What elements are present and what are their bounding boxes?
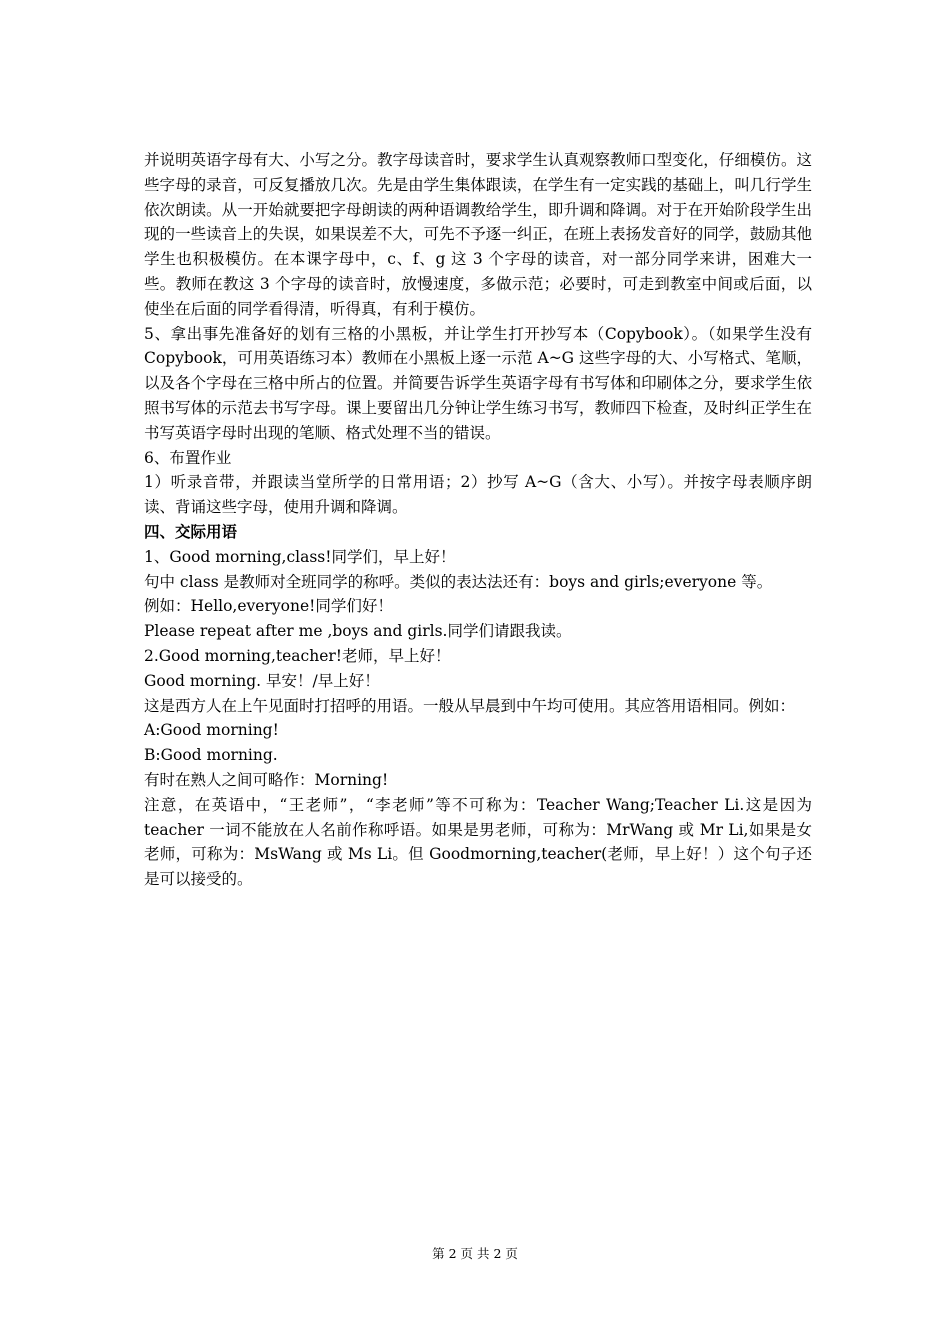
- page-number: 第 2 页 共 2 页: [432, 1246, 518, 1261]
- paragraph-dialog-a: A:Good morning!: [144, 721, 279, 740]
- paragraph-homework: 1）听录音带，并跟读当堂所学的日常用语；2）抄写 A~G（含大、小写）。并按字母表顺序朗读、背诵这些字母，使用升调和降调。: [144, 473, 812, 517]
- page-footer: [0, 1246, 950, 1262]
- paragraph-example: 例如：Hello,everyone!同学们好！: [144, 597, 393, 616]
- document-body: [144, 148, 812, 892]
- paragraph-dialog-b: B:Good morning.: [144, 746, 278, 765]
- paragraph-usage-note: 这是西方人在上午见面时打招呼的用语。一般从早晨到中午均可使用。其应答用语相同。例如：: [144, 696, 796, 715]
- paragraph-repeat: Please repeat after me ,boys and girls.同学们请跟我读。: [144, 622, 572, 641]
- paragraph-phrase-1: 1、Good morning,class!同学们，早上好！: [144, 547, 456, 566]
- paragraph-good-morning: Good morning. 早安！/早上好！: [144, 671, 380, 690]
- paragraph-class-note: 句中 class 是教师对全班同学的称呼。类似的表达法还有：boys and girls;everyone 等。: [144, 572, 773, 591]
- section-heading: 四、交际用语: [144, 521, 238, 541]
- paragraph-phrase-2: 2.Good morning,teacher!老师，早上好！: [144, 646, 451, 665]
- paragraph-attention: 注意，在英语中，“王老师”，“李老师”等不可称为：Teacher Wang;Teacher Li.这是因为 teacher 一词不能放在人名前作称呼语。如果是男老师，可称为：MrWang 或 Mr Li,如果是女老师，可称为：MsWang 或 Ms Li。但 Goodmorning,teacher(老师，早上好！）这个句子还是可以接受的。: [144, 795, 812, 889]
- paragraph-step-6: 6、布置作业: [144, 448, 232, 467]
- paragraph-morning: 有时在熟人之间可略作：Morning!: [144, 770, 389, 789]
- paragraph-step-5: 5、拿出事先准备好的划有三格的小黑板，并让学生打开抄写本（Copybook）。（如果学生没有 Copybook，可用英语练习本）教师在小黑板上逐一示范 A~G 这些字母的大、小写格式、笔顺，以及各个字母在三格中所占的位置。并简要告诉学生英语字母有书写体和印刷体之分，要求学生依照书写体的示范去书写字母。课上要留出几分钟让学生练习书写，教师四下检查，及时纠正学生在书写英语字母时出现的笔顺、格式处理不当的错误。: [144, 324, 812, 442]
- paragraph-intro: 并说明英语字母有大、小写之分。教字母读音时，要求学生认真观察教师口型变化，仔细模仿。这些字母的录音，可反复播放几次。先是由学生集体跟读，在学生有一定实践的基础上，叫几行学生依次朗读。从一开始就要把字母朗读的两种语调教给学生，即升调和降调。对于在开始阶段学生出现的一些读音上的失误，如果误差不大，可先不予逐一纠正，在班上表扬发音好的同学，鼓励其他学生也积极模仿。在本课字母中，c、f、g 这 3 个字母的读音，对一部分同学来讲，困难大一些。教师在教这 3 个字母的读音时，放慢速度，多做示范；必要时，可走到教室中间或后面，以使坐在后面的同学看得清，听得真，有利于模仿。: [144, 151, 812, 318]
